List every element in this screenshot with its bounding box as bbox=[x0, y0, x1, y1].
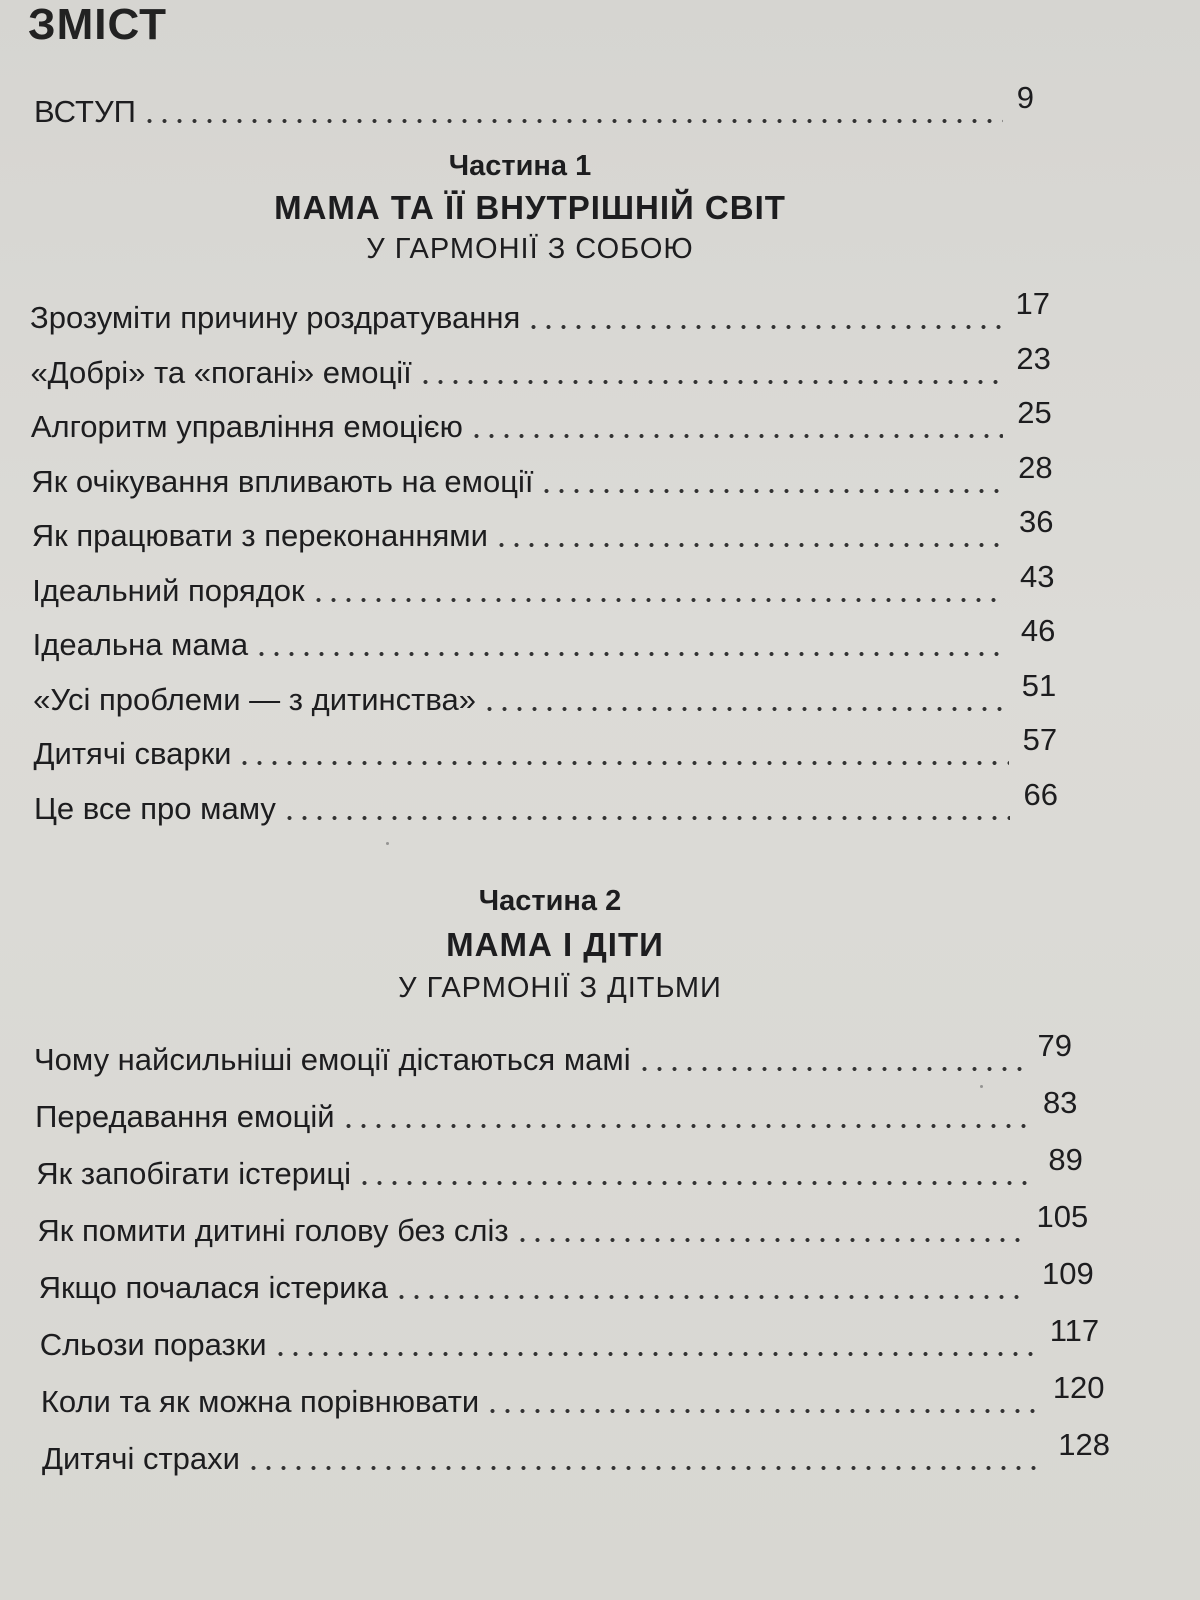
toc-leader-dots bbox=[311, 597, 1006, 603]
toc-entry-page: 105 bbox=[1036, 1199, 1089, 1234]
toc-entry bbox=[30, 341, 1050, 391]
toc-leader-dots bbox=[273, 1351, 1036, 1357]
toc-leader-dots bbox=[282, 815, 1010, 821]
toc-entry-page: 17 bbox=[1015, 286, 1050, 321]
toc-entry-page: 23 bbox=[1016, 340, 1051, 376]
toc-entry-page: 46 bbox=[1020, 613, 1056, 648]
toc-leader-dots bbox=[142, 118, 1003, 124]
toc-leader-dots bbox=[539, 488, 1004, 494]
toc-entry bbox=[30, 286, 1050, 336]
toc-entry bbox=[40, 1313, 1099, 1363]
toc-entry-page: 51 bbox=[1021, 667, 1057, 703]
part2-number: Частина 2 bbox=[478, 885, 622, 917]
part1-subtitle: У ГАРМОНІЇ З СОБОЮ bbox=[366, 233, 694, 265]
paper-speck bbox=[386, 842, 389, 845]
toc-leader-dots bbox=[637, 1066, 1024, 1072]
part1-number: Частина 1 bbox=[448, 150, 592, 182]
toc-entry-page: 66 bbox=[1023, 776, 1058, 812]
part2-heading bbox=[210, 885, 910, 1005]
toc-entry-label: «Добрі» та «погані» емоції bbox=[30, 354, 412, 390]
toc-entry bbox=[35, 1085, 1077, 1135]
toc-entry-intro bbox=[34, 80, 1034, 130]
toc-leader-dots bbox=[341, 1123, 1029, 1129]
toc-leader-dots bbox=[482, 706, 1008, 712]
part2-title: МАМА І ДІТИ bbox=[446, 926, 664, 963]
toc-entry bbox=[37, 1199, 1088, 1249]
toc-entry bbox=[34, 777, 1058, 827]
toc-leader-dots bbox=[357, 1180, 1034, 1186]
part1-title: МАМА ТА ЇЇ ВНУТРІШНІЙ СВІТ bbox=[274, 189, 786, 226]
toc-entry-page: 25 bbox=[1017, 395, 1052, 430]
toc-entry-label: Як запобігати істериці bbox=[36, 1156, 351, 1191]
paper-speck bbox=[980, 1085, 983, 1088]
toc-entry-page: 89 bbox=[1048, 1142, 1083, 1177]
toc-entry-label: Зрозуміти причину роздратування bbox=[30, 300, 521, 335]
toc-entry-label: Передавання емоцій bbox=[35, 1099, 335, 1134]
toc-entry bbox=[34, 1028, 1072, 1078]
toc-leader-dots bbox=[394, 1294, 1028, 1300]
toc-entry-label: Дитячі сварки bbox=[33, 736, 232, 771]
toc-entry-page: 43 bbox=[1019, 558, 1055, 594]
toc-entry bbox=[32, 504, 1054, 554]
toc-leader-dots bbox=[469, 433, 1003, 439]
toc-leader-dots bbox=[254, 651, 1007, 657]
toc-leader-dots bbox=[246, 1465, 1044, 1471]
toc-entry bbox=[31, 395, 1052, 445]
toc-leader-dots bbox=[494, 542, 1005, 548]
page-title: ЗМІСТ bbox=[28, 0, 167, 49]
toc-entry-label: Як працювати з переконаннями bbox=[31, 518, 488, 553]
toc-entry-page: 57 bbox=[1022, 722, 1058, 757]
toc-entry-label: Коли та як можна порівнювати bbox=[40, 1384, 480, 1419]
toc-leader-dots bbox=[418, 379, 1003, 385]
part2-subtitle: У ГАРМОНІЇ З ДІТЬМИ bbox=[398, 972, 722, 1004]
toc-entry-label: ВСТУП bbox=[34, 94, 136, 129]
toc-entry-label: Це все про маму bbox=[34, 790, 276, 826]
toc-entry-page: 36 bbox=[1019, 504, 1054, 539]
toc-leader-dots bbox=[526, 324, 1001, 330]
toc-entry-label: Якщо почалася істерика bbox=[38, 1270, 389, 1305]
toc-entry-label: Ідеальний порядок bbox=[32, 572, 305, 608]
toc-entry-label: Чому найсильніші емоції дістаються мамі bbox=[34, 1042, 631, 1077]
toc-entry-label: Сльози поразки bbox=[39, 1327, 267, 1362]
toc-entry-label: «Усі проблеми — з дитинства» bbox=[33, 681, 476, 717]
toc-entry bbox=[33, 668, 1056, 718]
toc-leader-dots bbox=[237, 760, 1008, 766]
toc-entry bbox=[33, 613, 1056, 663]
toc-leader-dots bbox=[515, 1237, 1023, 1243]
toc-entry-page: 128 bbox=[1058, 1427, 1110, 1462]
toc-entry-page: 79 bbox=[1037, 1028, 1072, 1063]
toc-entry-page: 83 bbox=[1042, 1085, 1078, 1120]
toc-entry-page: 109 bbox=[1041, 1256, 1094, 1291]
toc-leader-dots bbox=[485, 1408, 1039, 1414]
toc-entry-label: Як очікування впливають на емоції bbox=[31, 463, 534, 499]
toc-entry-label: Ідеальна мама bbox=[32, 627, 249, 662]
toc-entry-page: 9 bbox=[1016, 80, 1034, 115]
toc-entry bbox=[32, 559, 1054, 609]
part1-heading bbox=[180, 150, 880, 266]
toc-entry bbox=[36, 1142, 1083, 1192]
toc-entry-label: Дитячі страхи bbox=[42, 1441, 240, 1476]
toc-entry-page: 28 bbox=[1018, 449, 1053, 485]
toc-entry-label: Алгоритм управління емоцією bbox=[30, 409, 463, 444]
toc-entry-page: 117 bbox=[1049, 1313, 1100, 1348]
toc-entry bbox=[34, 722, 1058, 772]
toc-entry bbox=[39, 1256, 1094, 1306]
toc-entry bbox=[41, 1370, 1105, 1420]
toc-entry bbox=[31, 450, 1052, 500]
toc-entry-label: Як помити дитині голову без сліз bbox=[37, 1213, 509, 1248]
toc-entry bbox=[42, 1427, 1110, 1477]
toc-entry-page: 120 bbox=[1052, 1370, 1105, 1405]
